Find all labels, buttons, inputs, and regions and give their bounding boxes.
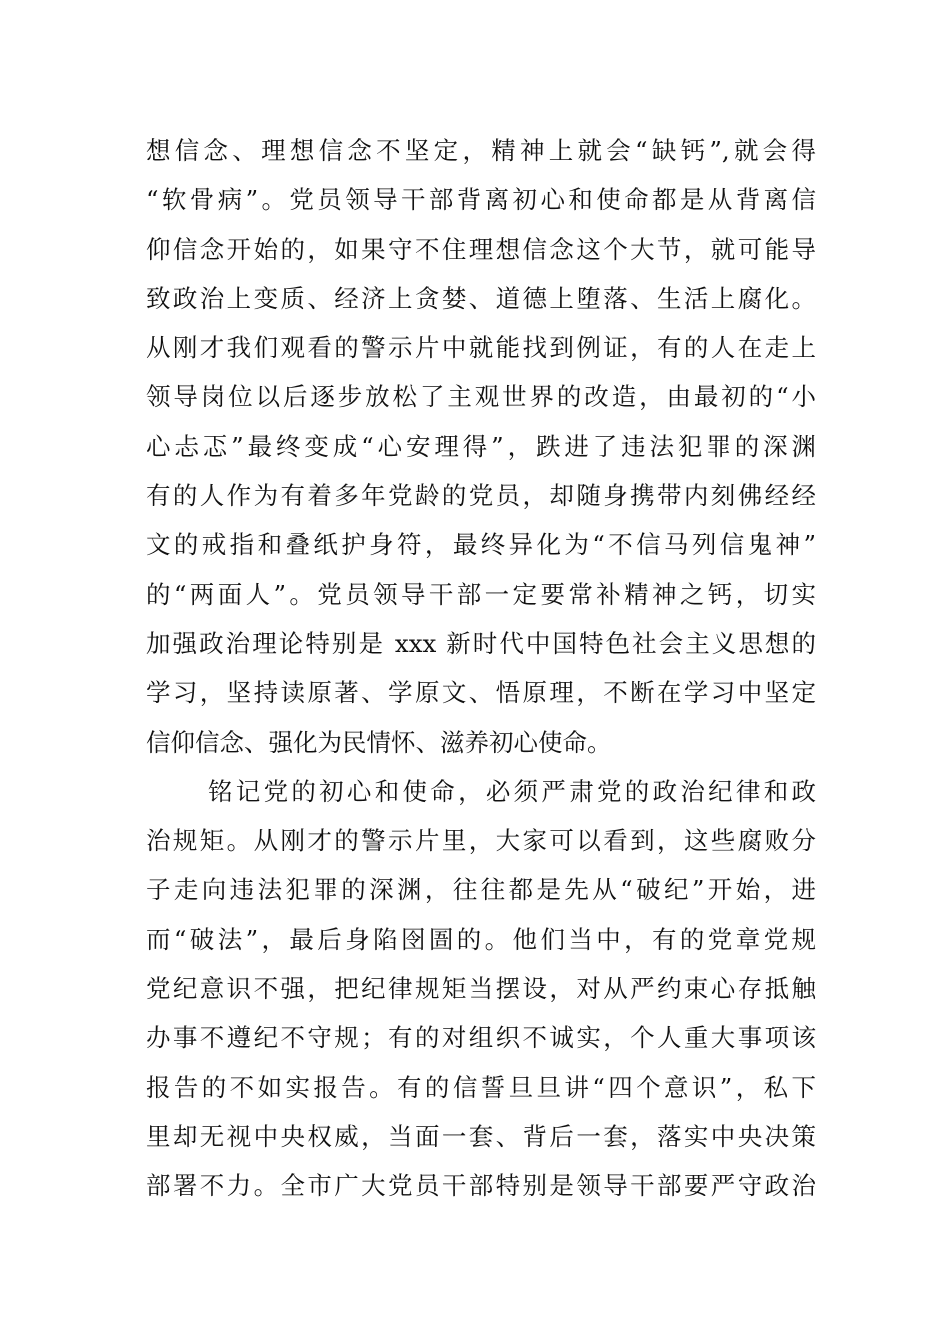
paragraph-line: 信仰信念、强化为民情怀、滋养初心使命。 bbox=[146, 727, 612, 757]
paragraph-line: 子走向违法犯罪的深渊，往往都是先从“破纪”开始，进 bbox=[146, 875, 816, 905]
paragraph-line: 报告的不如实报告。有的信誓旦旦讲“四个意识”，私下 bbox=[146, 1072, 816, 1102]
paragraph-line: 文的戒指和叠纸护身符，最终异化为“不信马列信鬼神” bbox=[146, 530, 816, 560]
paragraph-line: 办事不遵纪不守规；有的对组织不诚实，个人重大事项该 bbox=[146, 1023, 816, 1053]
paragraph-line: 党纪意识不强，把纪律规矩当摆设，对从严约束心存抵触 bbox=[146, 974, 816, 1004]
paragraph-line: 而“破法”，最后身陷囹圄的。他们当中，有的党章党规 bbox=[146, 924, 816, 954]
paragraph-line: 有的人作为有着多年党龄的党员，却随身携带内刻佛经经 bbox=[146, 481, 816, 511]
document-body bbox=[146, 126, 816, 1211]
paragraph-line: 里却无视中央权威，当面一套、背后一套，落实中央决策 bbox=[146, 1121, 816, 1151]
paragraph-line: 从刚才我们观看的警示片中就能找到例证，有的人在走上 bbox=[146, 333, 816, 363]
paragraph-line: “软骨病”。党员领导干部背离初心和使命都是从背离信 bbox=[146, 185, 816, 215]
paragraph-line: 治规矩。从刚才的警示片里，大家可以看到，这些腐败分 bbox=[146, 826, 816, 856]
paragraph-1 bbox=[146, 126, 816, 767]
paragraph-line: 心忐忑”最终变成“心安理得”，跌进了违法犯罪的深渊 bbox=[146, 431, 816, 461]
paragraph-2 bbox=[146, 767, 816, 1211]
paragraph-line: 部署不力。全市广大党员干部特别是领导干部要严守政治 bbox=[146, 1171, 816, 1201]
paragraph-line: 学习，坚持读原著、学原文、悟原理，不断在学习中坚定 bbox=[146, 678, 816, 708]
paragraph-line: 领导岗位以后逐步放松了主观世界的改造，由最初的“小 bbox=[146, 382, 816, 412]
paragraph-line: 仰信念开始的，如果守不住理想信念这个大节，就可能导 bbox=[146, 234, 816, 264]
paragraph-line: 致政治上变质、经济上贪婪、道德上堕落、生活上腐化。 bbox=[146, 283, 816, 313]
paragraph-line: 加强政治理论特别是 xxx 新时代中国特色社会主义思想的 bbox=[146, 628, 816, 658]
paragraph-line: 的“两面人”。党员领导干部一定要常补精神之钙，切实 bbox=[146, 579, 816, 609]
paragraph-line: 铭记党的初心和使命，必须严肃党的政治纪律和政 bbox=[208, 776, 816, 806]
paragraph-line: 想信念、理想信念不坚定，精神上就会“缺钙”,就会得 bbox=[146, 136, 816, 165]
